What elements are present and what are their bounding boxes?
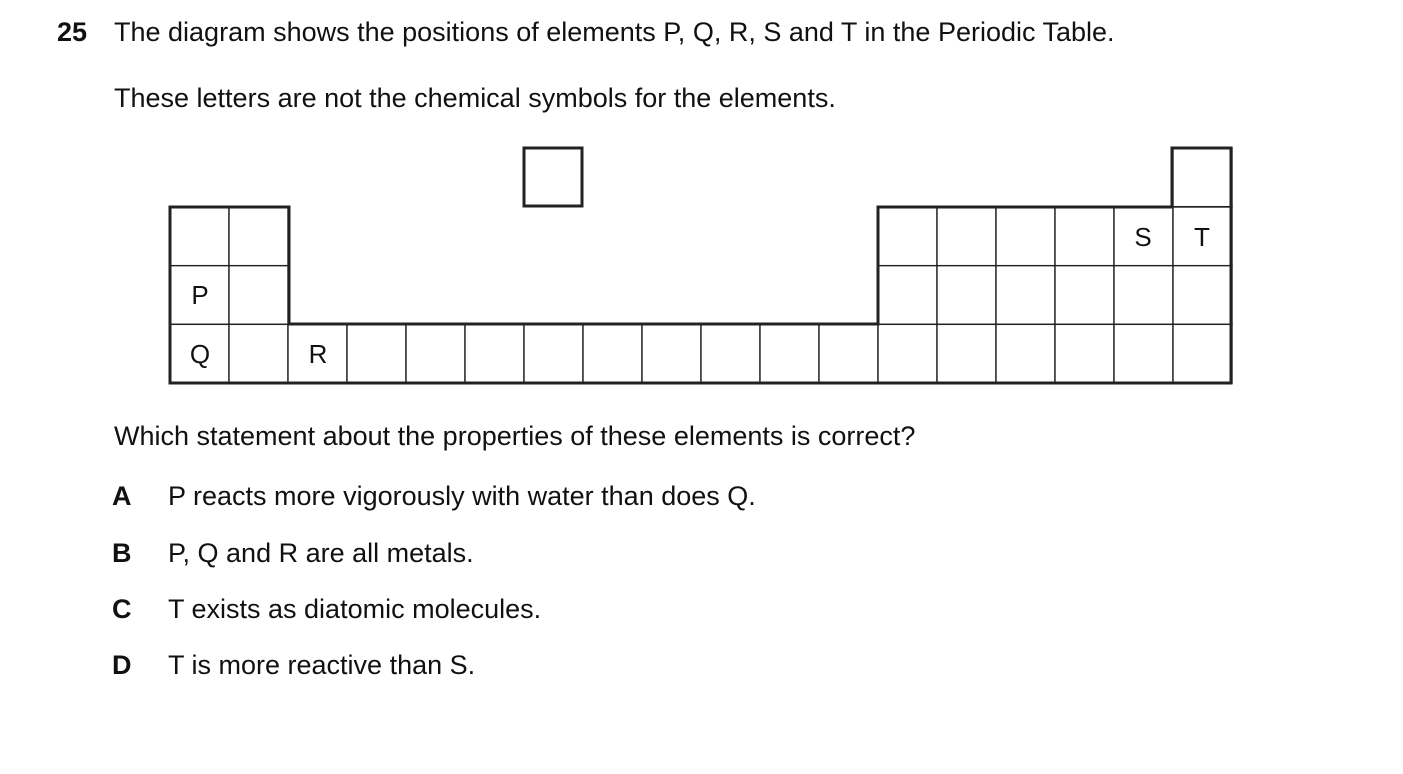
question-note: These letters are not the chemical symbols for the elements. xyxy=(114,83,836,113)
table-cell xyxy=(229,324,288,383)
table-cell xyxy=(937,324,996,383)
table-cell xyxy=(1055,207,1114,266)
table-cell xyxy=(1173,148,1232,207)
question-stem: The diagram shows the positions of elements P, Q, R, S and T in the Periodic Table. xyxy=(114,17,1115,47)
table-cell xyxy=(1114,266,1173,325)
table-cell xyxy=(1173,324,1232,383)
table-cell xyxy=(347,324,406,383)
table-cell xyxy=(465,324,524,383)
table-cell xyxy=(878,266,937,325)
table-cell xyxy=(996,324,1055,383)
table-cell xyxy=(583,324,642,383)
option-text: P reacts more vigorously with water than does Q. xyxy=(168,481,756,511)
option-letter: B xyxy=(112,538,132,568)
table-cell xyxy=(406,324,465,383)
hydrogen-box xyxy=(524,148,582,206)
option-b[interactable] xyxy=(0,537,900,573)
question-number: 25 xyxy=(57,17,88,47)
option-letter: D xyxy=(112,650,132,680)
option-d[interactable] xyxy=(0,649,900,685)
table-cell xyxy=(701,324,760,383)
table-cell xyxy=(229,207,288,266)
table-cell xyxy=(996,207,1055,266)
option-text: P, Q and R are all metals. xyxy=(168,538,474,568)
table-cell xyxy=(937,207,996,266)
table-cell xyxy=(996,266,1055,325)
table-cell xyxy=(1055,266,1114,325)
option-text: T exists as diatomic molecules. xyxy=(168,594,542,624)
table-cell xyxy=(819,324,878,383)
table-cell xyxy=(642,324,701,383)
label-p: P xyxy=(191,280,209,310)
option-letter: C xyxy=(112,594,132,624)
label-s: S xyxy=(1134,222,1152,252)
table-cell xyxy=(760,324,819,383)
table-cell xyxy=(937,266,996,325)
table-cell xyxy=(170,207,229,266)
table-cell xyxy=(1173,266,1232,325)
table-cell xyxy=(229,266,288,325)
table-cell xyxy=(1055,324,1114,383)
option-text: T is more reactive than S. xyxy=(168,650,476,680)
table-cell xyxy=(878,207,937,266)
question-prompt: Which statement about the properties of these elements is correct? xyxy=(114,421,916,451)
table-cell xyxy=(878,324,937,383)
periodic-table-cells xyxy=(170,148,1232,383)
table-cell xyxy=(524,324,583,383)
label-r: R xyxy=(308,339,328,369)
table-cell xyxy=(1114,324,1173,383)
label-t: T xyxy=(1194,222,1210,252)
option-c[interactable] xyxy=(0,593,900,629)
option-a[interactable] xyxy=(0,480,900,516)
label-q: Q xyxy=(189,339,211,369)
option-letter: A xyxy=(112,481,132,511)
